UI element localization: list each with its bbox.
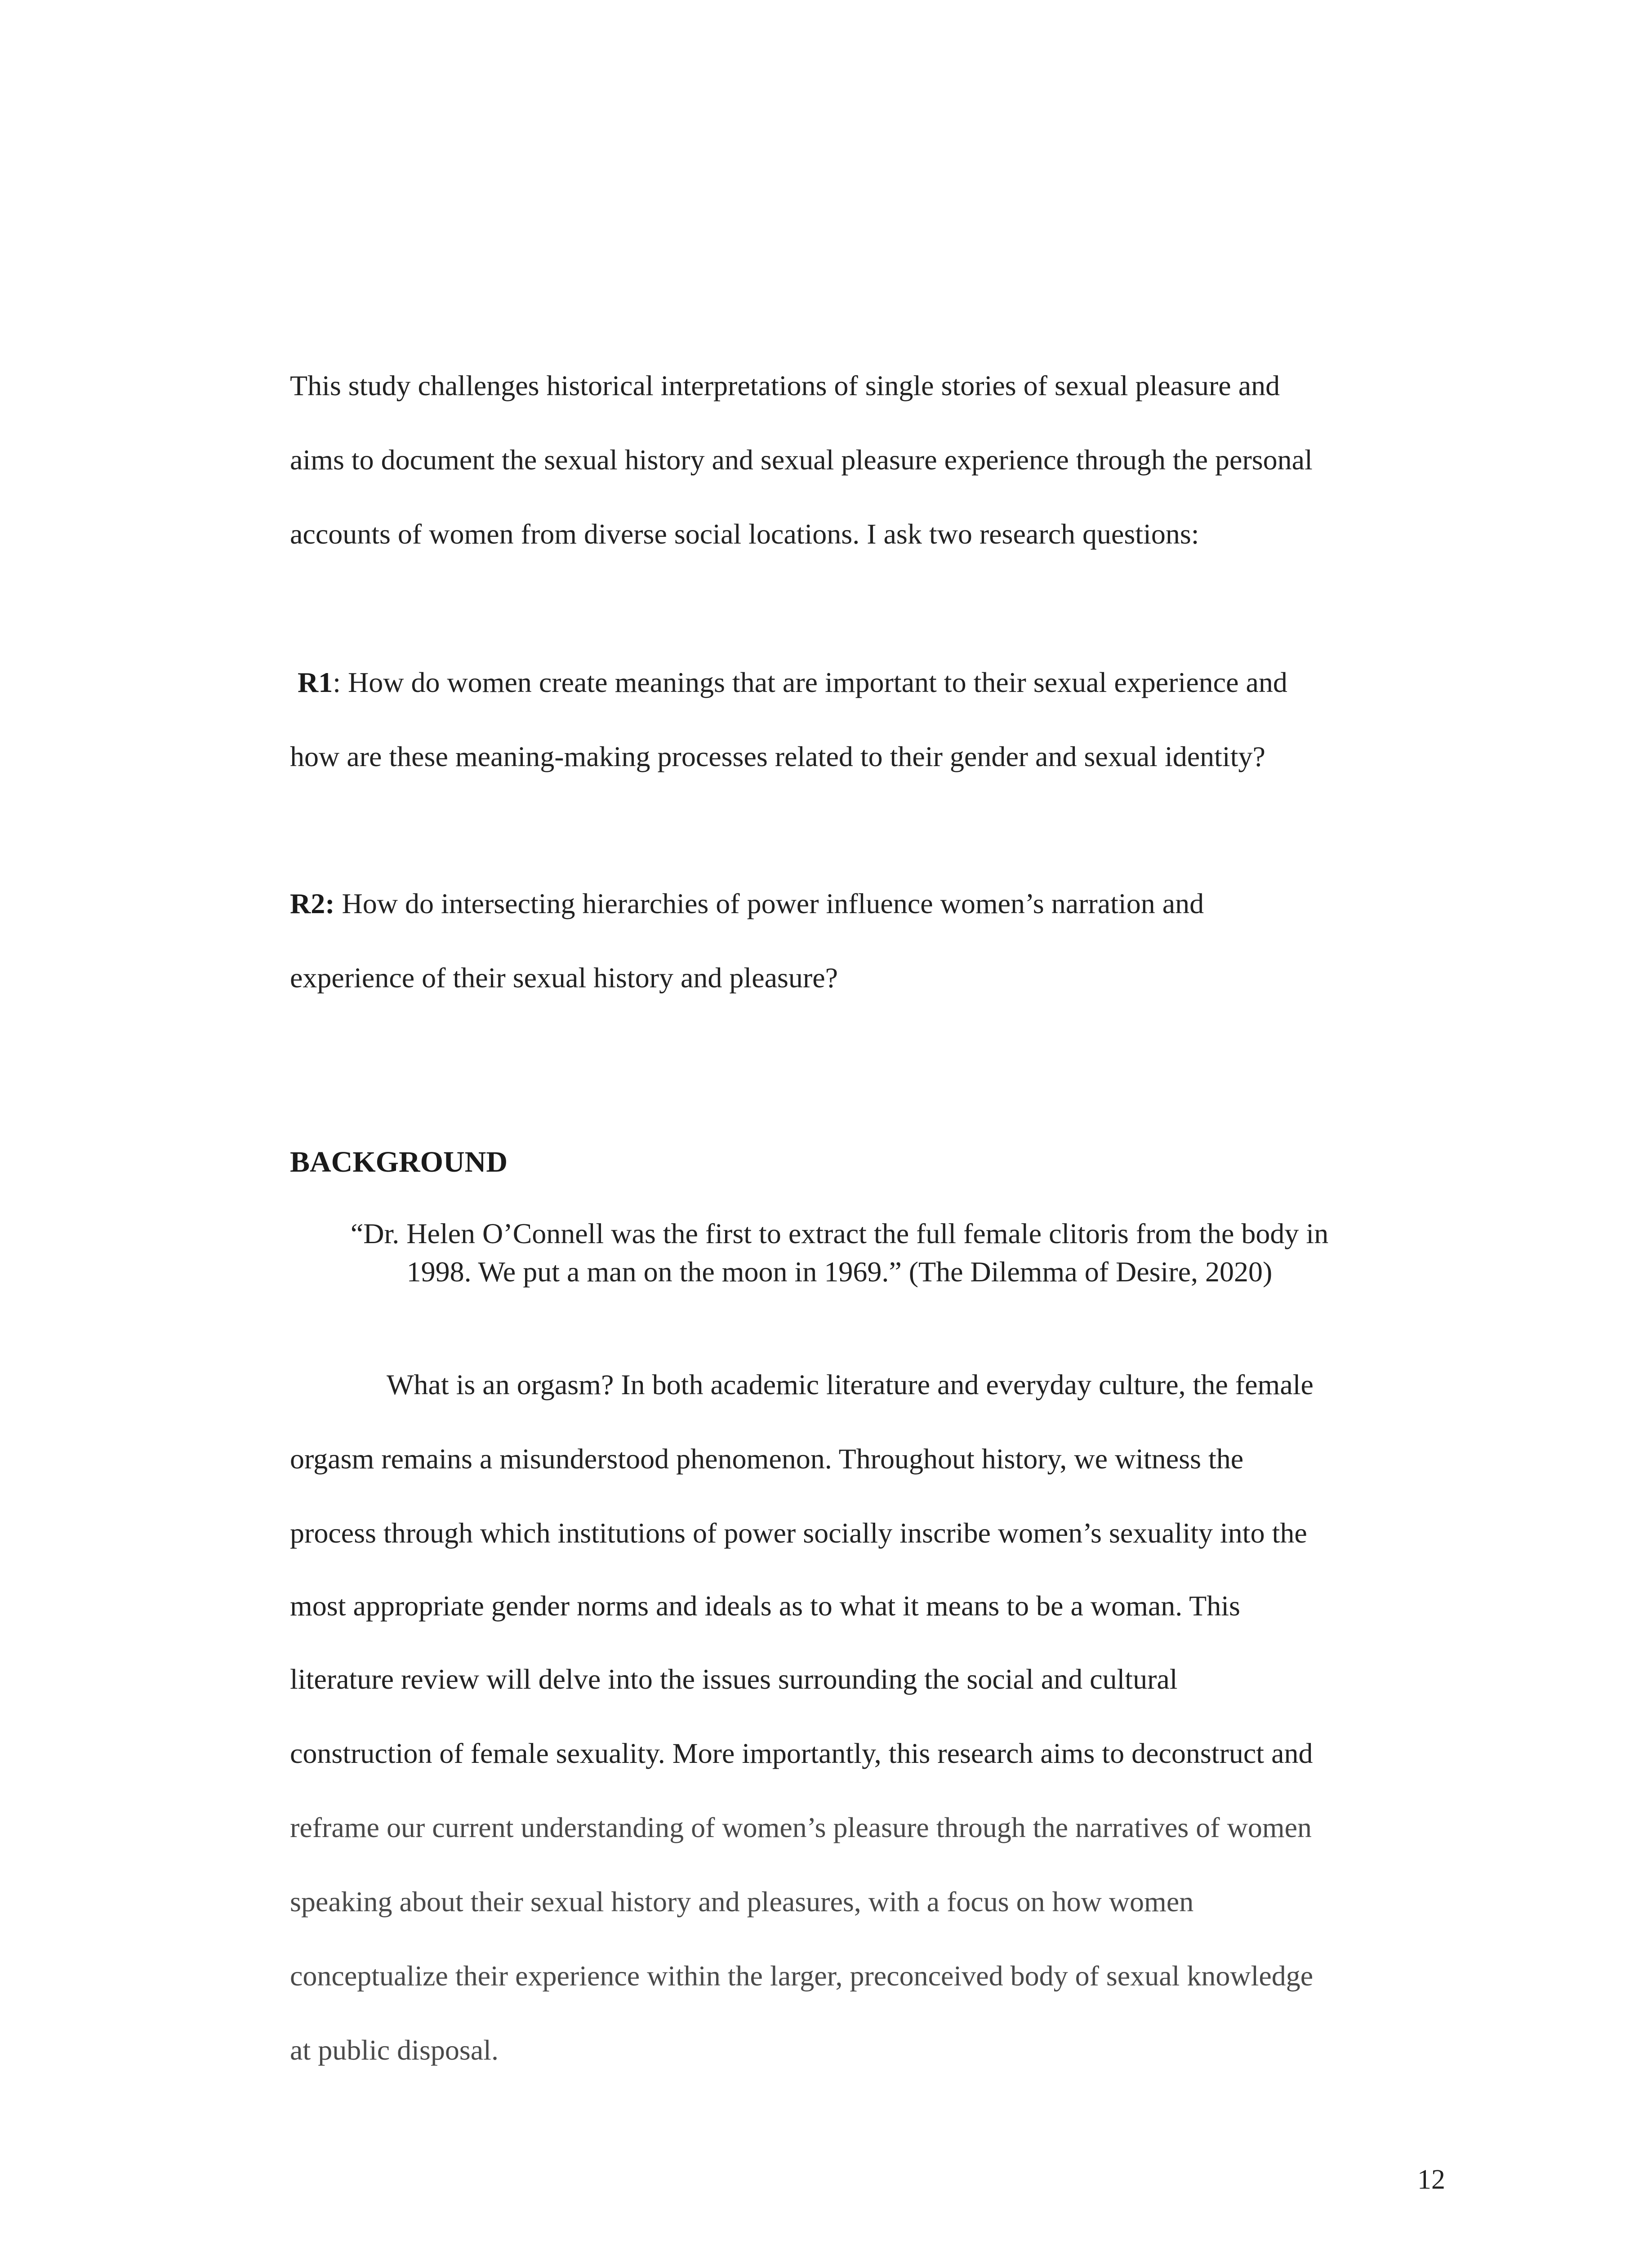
body-line: conceptualize their experience within the larger, preconceived body of sexual knowledge <box>290 1960 1314 1992</box>
intro-line: This study challenges historical interpretations of single stories of sexual pleasure and <box>290 370 1280 401</box>
page-number: 12 <box>1417 2164 1445 2195</box>
body-line: most appropriate gender norms and ideals as to what it means to be a woman. This <box>290 1590 1240 1622</box>
research-question-r1 <box>298 665 1287 700</box>
r2-text-continued: experience of their sexual history and pleasure? <box>290 962 838 994</box>
r1-label: R1 <box>298 666 333 698</box>
body-line: construction of female sexuality. More importantly, this research aims to deconstruct and <box>290 1737 1313 1769</box>
body-line: process through which institutions of power socially inscribe women’s sexuality into the <box>290 1517 1307 1549</box>
epigraph-quote-line: “Dr. Helen O’Connell was the first to extract the full female clitoris from the body in <box>350 1218 1329 1249</box>
section-heading: BACKGROUND <box>290 1146 508 1178</box>
r1-text: : How do women create meanings that are important to their sexual experience and <box>333 666 1287 698</box>
body-line: reframe our current understanding of women’s pleasure through the narratives of women <box>290 1811 1312 1843</box>
body-line: What is an orgasm? In both academic literature and everyday culture, the female <box>387 1369 1314 1401</box>
r2-label: R2: <box>290 888 335 919</box>
body-line: orgasm remains a misunderstood phenomenon. Throughout history, we witness the <box>290 1443 1244 1475</box>
body-line: literature review will delve into the issues surrounding the social and cultural <box>290 1663 1178 1695</box>
research-question-r2 <box>290 886 1204 922</box>
r2-text: How do intersecting hierarchies of power influence women’s narration and <box>334 888 1204 919</box>
body-line: speaking about their sexual history and pleasures, with a focus on how women <box>290 1886 1194 1918</box>
r1-text-continued: how are these meaning-making processes related to their gender and sexual identity? <box>290 740 1265 772</box>
intro-line: accounts of women from diverse social locations. I ask two research questions: <box>290 518 1199 550</box>
body-line: at public disposal. <box>290 2034 499 2066</box>
epigraph-quote-line: 1998. We put a man on the moon in 1969.” (The Dilemma of Desire, 2020) <box>406 1256 1273 1288</box>
intro-line: aims to document the sexual history and sexual pleasure experience through the personal <box>290 444 1313 476</box>
